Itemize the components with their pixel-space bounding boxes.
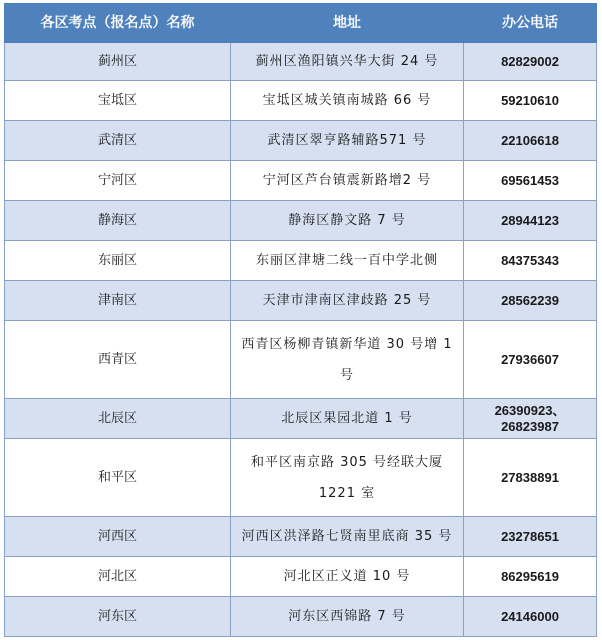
district-cell: 河西区 <box>5 517 231 557</box>
phone-number: 69561453 <box>501 172 559 188</box>
table-row <box>5 201 597 241</box>
district-cell: 北辰区 <box>5 399 231 439</box>
phone-cell <box>464 281 597 321</box>
address-line: 天津市津南区津歧路 25 号 <box>262 293 432 308</box>
table-row <box>5 517 597 557</box>
address-cell <box>231 43 464 81</box>
table-row <box>5 597 597 637</box>
phone-cell <box>464 201 597 241</box>
phone-number: 28562239 <box>501 292 559 308</box>
table-row <box>5 43 597 81</box>
table-row <box>5 321 597 399</box>
address-cell <box>231 161 464 201</box>
table-row <box>5 121 597 161</box>
phone-cell <box>464 557 597 597</box>
address-cell <box>231 517 464 557</box>
phone-number: 59210610 <box>501 92 559 108</box>
address-line: 武清区翠亨路辅路571 号 <box>267 133 427 148</box>
phone-cell <box>464 399 597 439</box>
exam-site-table <box>4 3 597 637</box>
phone-cell <box>464 121 597 161</box>
address-cell <box>231 241 464 281</box>
district-cell: 东丽区 <box>5 241 231 281</box>
phone-cell <box>464 321 597 399</box>
district-cell: 津南区 <box>5 281 231 321</box>
phone-cell <box>464 517 597 557</box>
table-row <box>5 161 597 201</box>
address-line: 宝坻区城关镇南城路 66 号 <box>262 93 432 108</box>
district-cell: 武清区 <box>5 121 231 161</box>
table-row <box>5 281 597 321</box>
district-cell: 宁河区 <box>5 161 231 201</box>
phone-cell <box>464 597 597 637</box>
phone-number: 27838891 <box>501 469 559 485</box>
address-cell <box>231 121 464 161</box>
address-line: 和平区南京路 305 号经联大厦 <box>250 454 444 470</box>
district-cell: 静海区 <box>5 201 231 241</box>
address-line: 静海区静文路 7 号 <box>288 213 406 228</box>
phone-number: 23278651 <box>501 528 559 544</box>
address-line: 东丽区津塘二线一百中学北侧 <box>255 253 438 268</box>
phone-cell <box>464 241 597 281</box>
header-address: 地址 <box>231 4 464 43</box>
phone-cell <box>464 43 597 81</box>
header-row <box>5 4 597 43</box>
address-cell <box>231 81 464 121</box>
phone-number: 26823987 <box>501 418 559 434</box>
district-cell: 蓟州区 <box>5 43 231 81</box>
address-line: 西青区杨柳青镇新华道 30 号增 1 <box>241 336 453 352</box>
address-line: 河东区西锦路 7 号 <box>288 609 406 624</box>
header-district: 各区考点（报名点）名称 <box>5 4 231 43</box>
address-cell <box>231 439 464 517</box>
address-cell <box>231 399 464 439</box>
district-cell: 西青区 <box>5 321 231 399</box>
table-row <box>5 557 597 597</box>
district-cell: 河东区 <box>5 597 231 637</box>
address-line: 1221 室 <box>318 485 376 501</box>
phone-number: 22106618 <box>501 132 559 148</box>
table-row <box>5 81 597 121</box>
phone-number: 27936607 <box>501 351 559 367</box>
district-cell: 宝坻区 <box>5 81 231 121</box>
phone-number: 28944123 <box>501 212 559 228</box>
phone-number: 86295619 <box>501 568 559 584</box>
phone-number: 26390923、 <box>494 402 566 418</box>
table-row <box>5 439 597 517</box>
table-row <box>5 241 597 281</box>
phone-number: 24146000 <box>501 608 559 624</box>
table-row <box>5 399 597 439</box>
header-phone: 办公电话 <box>464 4 597 43</box>
phone-cell <box>464 81 597 121</box>
phone-number: 84375343 <box>501 252 559 268</box>
address-cell <box>231 597 464 637</box>
address-line: 蓟州区渔阳镇兴华大街 24 号 <box>255 54 439 69</box>
phone-number: 82829002 <box>501 53 559 69</box>
address-line: 宁河区芦台镇震新路增2 号 <box>262 173 432 188</box>
address-cell <box>231 281 464 321</box>
address-line: 河西区洪泽路七贤南里底商 35 号 <box>241 529 453 544</box>
address-line: 河北区正义道 10 号 <box>283 569 411 584</box>
address-cell <box>231 557 464 597</box>
phone-cell <box>464 439 597 517</box>
table-body <box>5 43 597 637</box>
district-cell: 和平区 <box>5 439 231 517</box>
phone-cell <box>464 161 597 201</box>
district-cell: 河北区 <box>5 557 231 597</box>
address-line: 北辰区果园北道 1 号 <box>281 411 413 426</box>
address-line: 号 <box>339 367 354 383</box>
address-cell <box>231 321 464 399</box>
address-cell <box>231 201 464 241</box>
